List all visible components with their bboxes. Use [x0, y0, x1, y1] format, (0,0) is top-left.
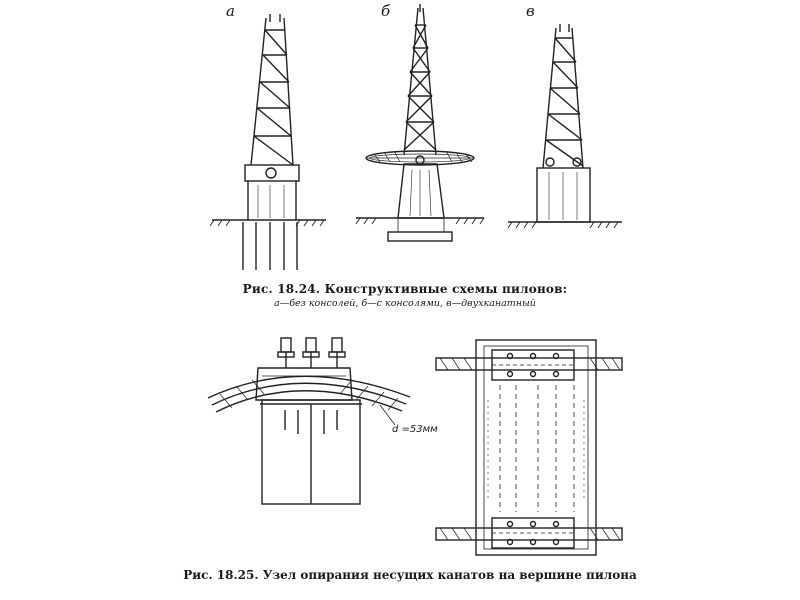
pylon-c-drawing: [508, 24, 622, 228]
label-b: б: [381, 2, 391, 20]
diameter-dimension-label: d =53мм: [392, 424, 438, 435]
figure-18-25-caption: Рис. 18.25. Узел опирания несущих канатов на вершине пилона: [183, 568, 637, 582]
label-a: а: [226, 2, 235, 20]
pylon-b-drawing: [356, 4, 484, 241]
saddle-plan-drawing: [436, 340, 622, 555]
figure-18-24-subcaption: а—без консолей, б—с консолями, в—двухканатный: [274, 298, 536, 309]
figure-18-24-caption: Рис. 18.24. Конструктивные схемы пилонов:: [242, 282, 568, 296]
pylon-a-drawing: [210, 14, 326, 270]
label-v: в: [526, 2, 535, 20]
saddle-elevation-drawing: [208, 338, 410, 504]
